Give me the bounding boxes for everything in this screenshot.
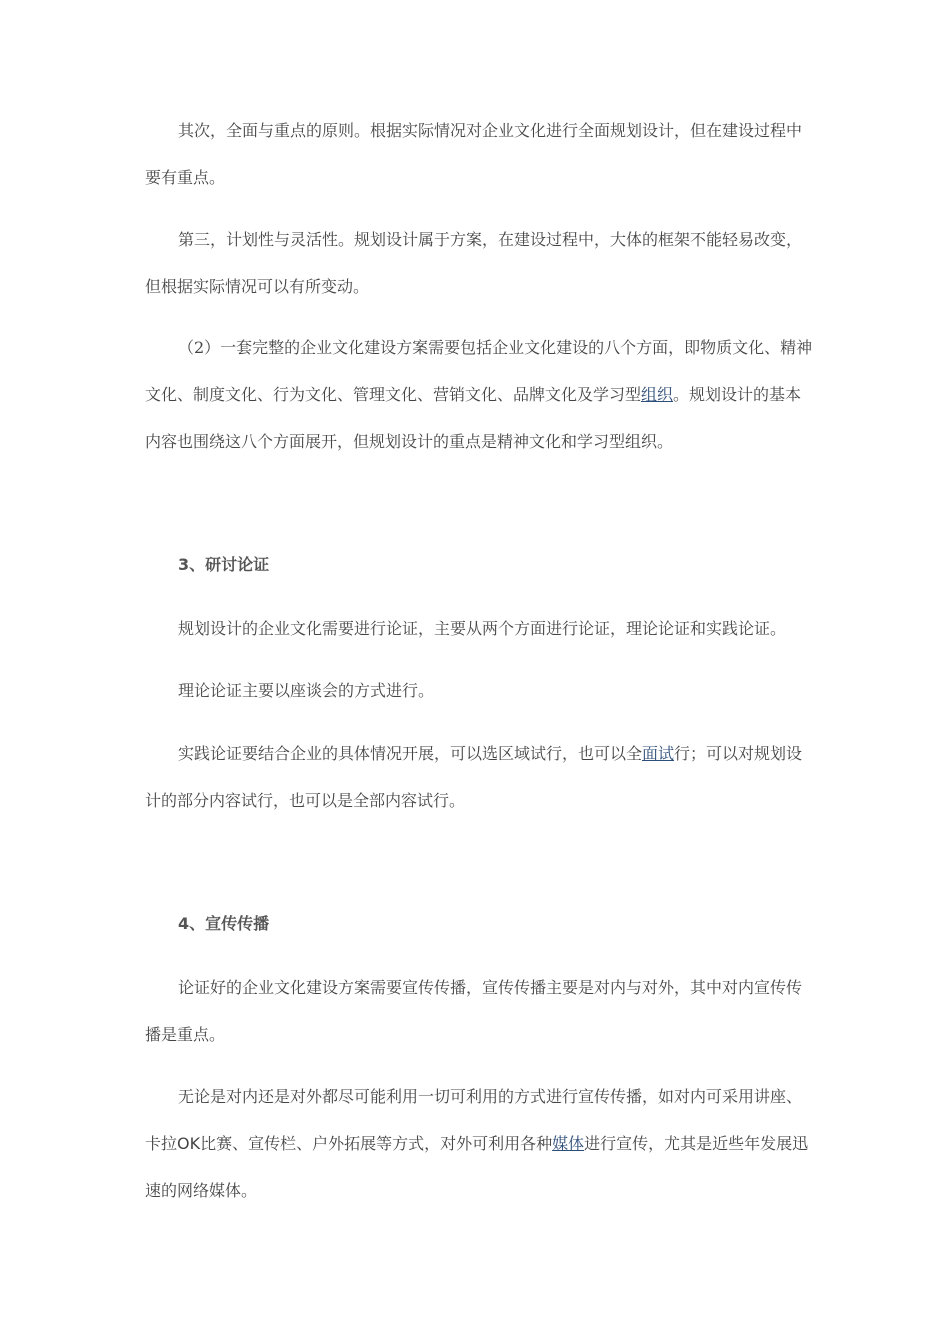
paragraph-text: 理论论证主要以座谈会的方式进行。	[178, 681, 435, 700]
paragraph-text: 规划设计的企业文化需要进行论证，主要从两个方面进行论证，理论论证和实践论证。	[178, 619, 787, 638]
paragraph-text: 。规划设计的基本内容也围绕这八个方面展开，但规划设计的重点是精神文化和学习型组织。	[145, 385, 802, 451]
paragraph-flexibility-principle	[145, 216, 815, 310]
link-interview[interactable]: 面试	[642, 744, 675, 763]
paragraph-practice-demonstration	[145, 730, 815, 824]
paragraph-text: 第三，计划性与灵活性。规划设计属于方案，在建设过程中，大体的框架不能轻易改变，但根据实际情况可以有所变动。	[145, 230, 803, 296]
paragraph-text-latin: OK	[177, 1134, 201, 1153]
paragraph-comprehensive-principle	[145, 107, 815, 201]
paragraph-publicity	[145, 964, 815, 1058]
paragraph-text: （2）一套完整的企业文化建设方案需要包括企业文化建设的八个方面，即物质文化、精神文化、制度文化、行为文化、管理文化、营销文化、品牌文化及学习型	[145, 338, 813, 404]
link-media[interactable]: 媒体	[552, 1134, 585, 1153]
paragraph-text: 行；可以对规划设计的部分内容试行，也可以是全部内容试行。	[145, 744, 803, 810]
section-heading-4: 4、宣传传播	[178, 914, 270, 933]
paragraph-text: 其次，全面与重点的原则。根据实际情况对企业文化进行全面规划设计，但在建设过程中要有重点。	[145, 121, 803, 187]
paragraph-text: 比赛、宣传栏、户外拓展等方式，对外可利用各种	[200, 1134, 553, 1153]
paragraph-demonstration	[145, 605, 815, 652]
paragraph-text: 论证好的企业文化建设方案需要宣传传播，宣传传播主要是对内与对外，其中对内宣传传播是重点。	[145, 978, 803, 1044]
paragraph-complete-plan	[145, 324, 815, 465]
paragraph-text: 进行宣传，尤其是近些年发展迅速的网络媒体。	[145, 1134, 809, 1200]
section-heading-3: 3、研讨论证	[178, 555, 270, 574]
paragraph-publicity-methods	[145, 1073, 815, 1214]
paragraph-text: 无论是对内还是对外都尽可能利用一切可利用的方式进行宣传传播，如对内可采用讲座、卡拉	[145, 1087, 803, 1153]
paragraph-text: 实践论证要结合企业的具体情况开展，可以选区域试行，也可以全	[178, 744, 643, 763]
paragraph-theory-demonstration	[145, 667, 815, 714]
link-organization[interactable]: 组织	[641, 385, 674, 404]
